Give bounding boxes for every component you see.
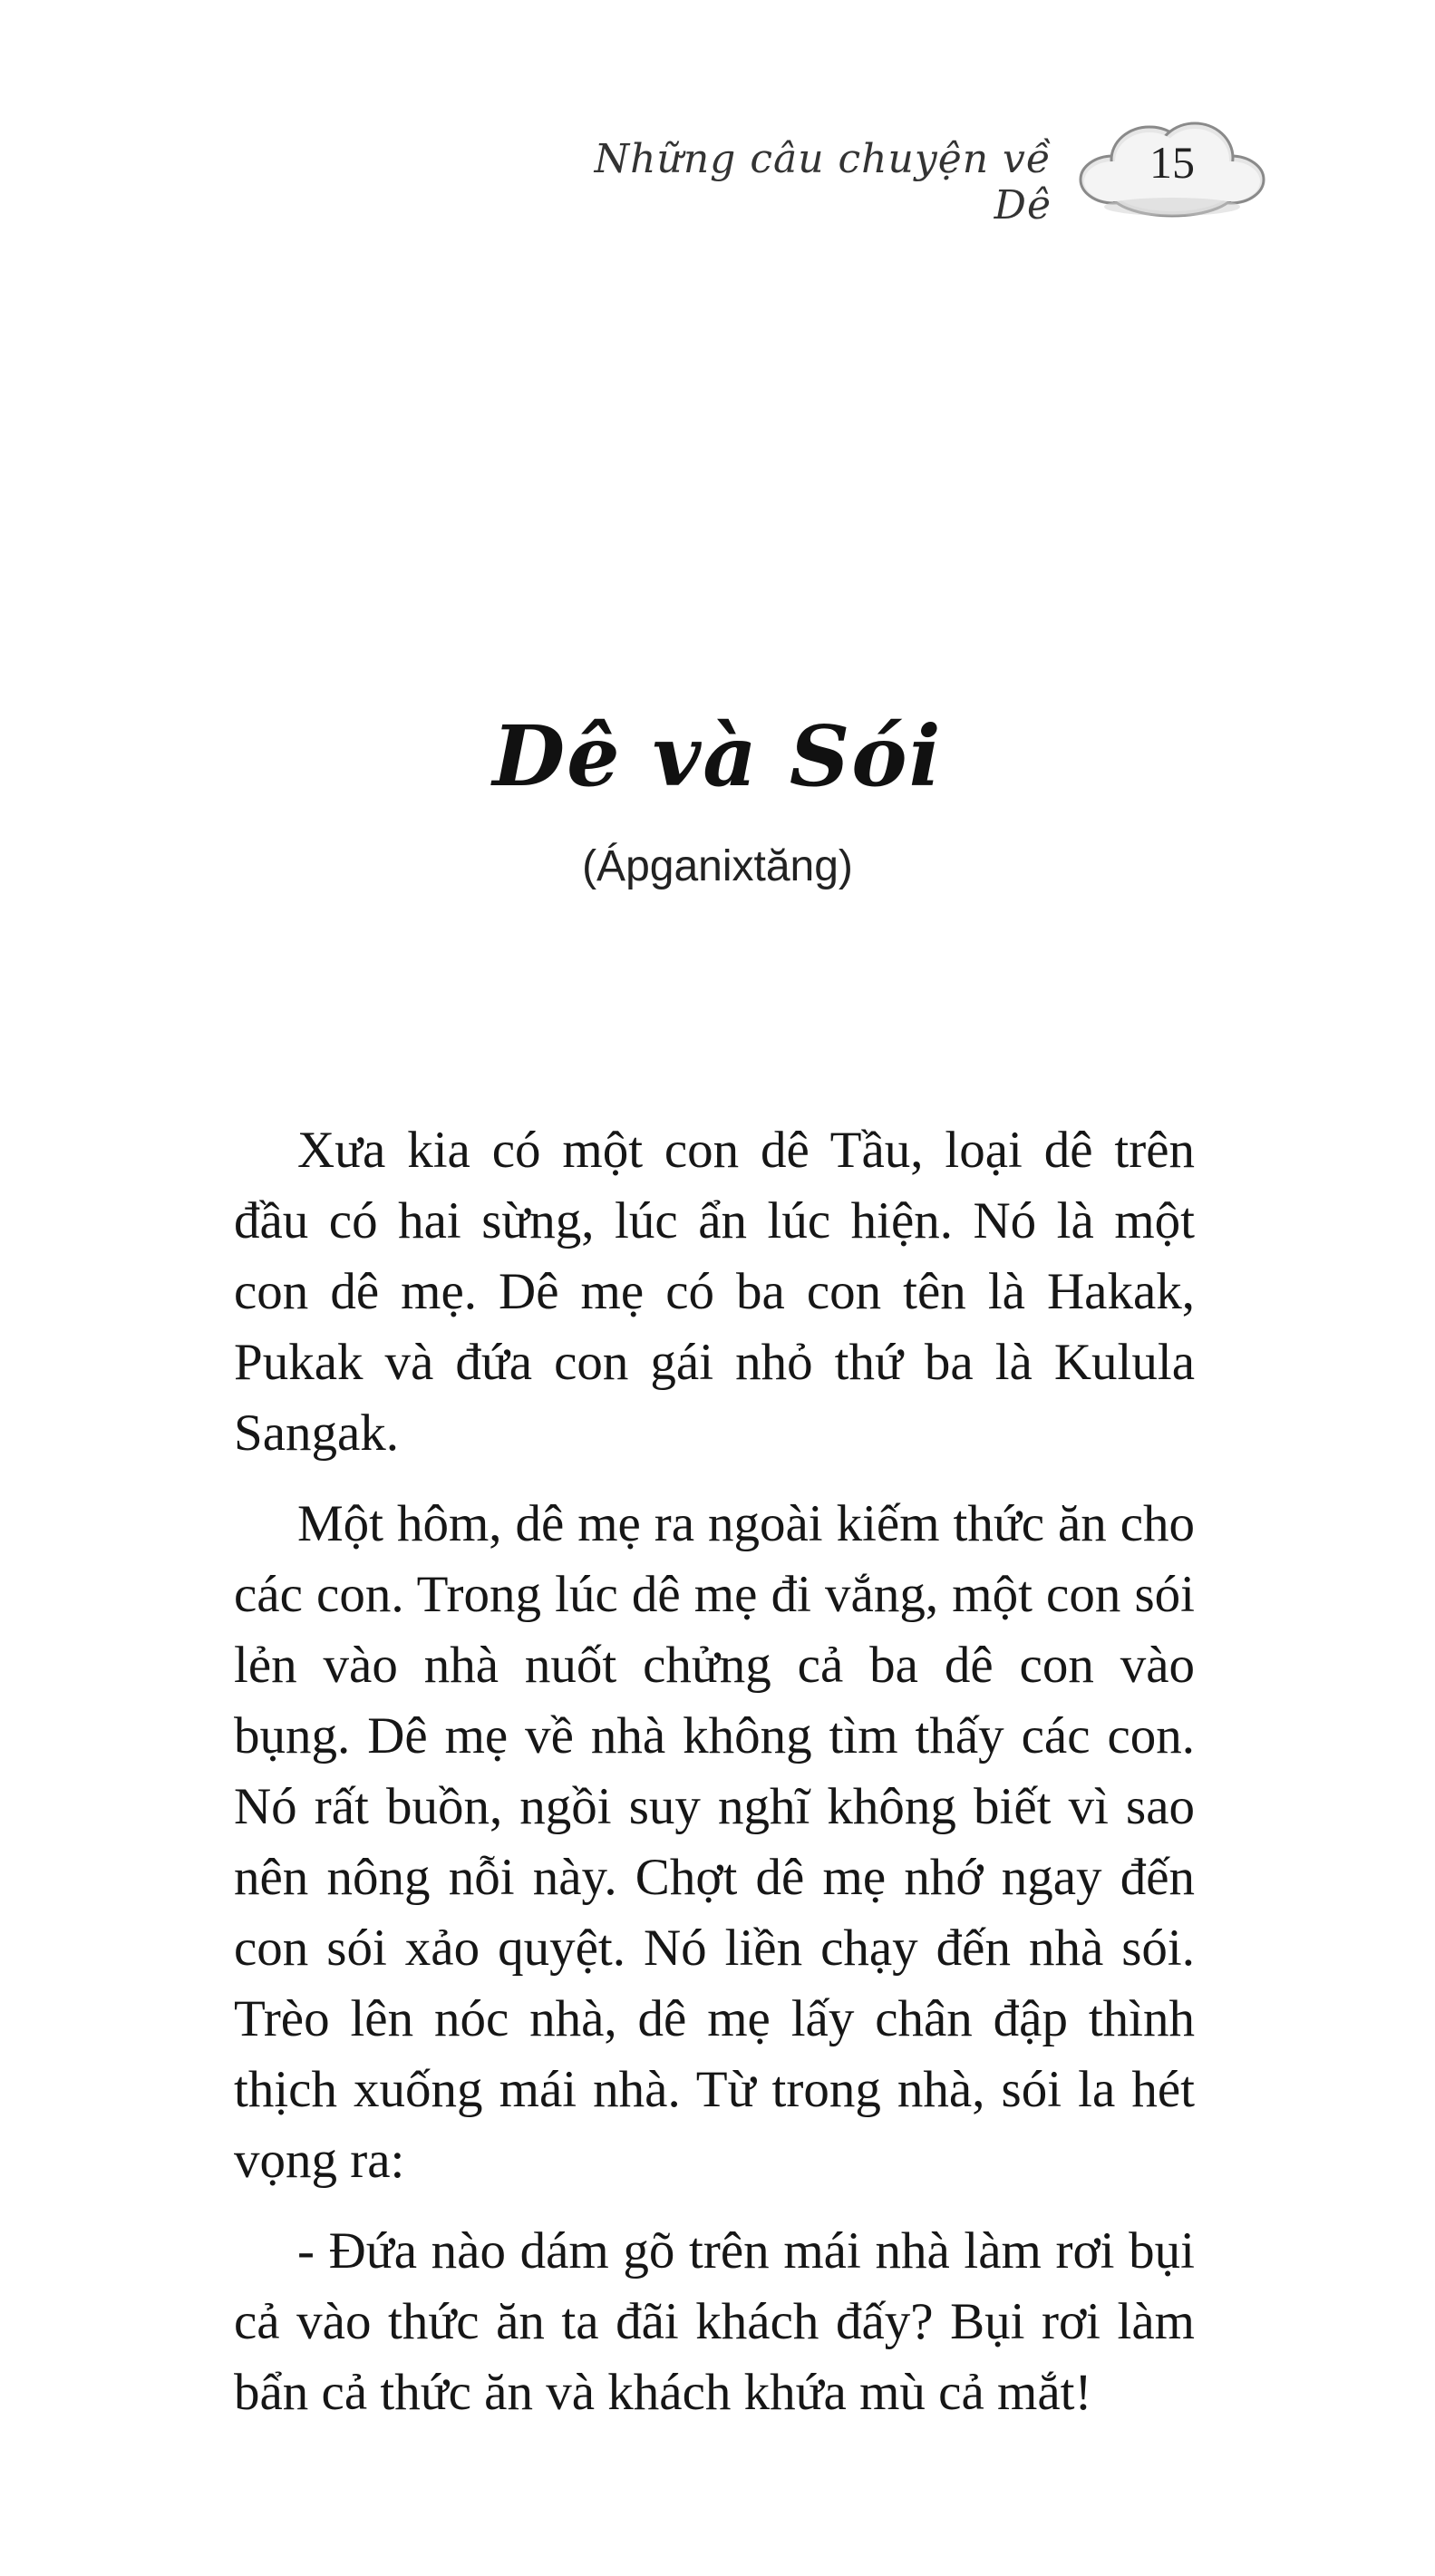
running-header-title: Những câu chuyện về Dê <box>594 136 1052 228</box>
story-author: (Ápganixtăng) <box>582 842 853 890</box>
paragraph: - Đứa nào dám gõ trên mái nhà làm rơi bụi cả vào thức ăn ta đãi khách đấy? Bụi rơi làm bẩn cả thức ăn và khách khứa mù cả mắt! <box>234 2222 1195 2421</box>
paragraph: Xưa kia có một con dê Tầu, loại dê trên đầu có hai sừng, lúc ẩn lúc hiện. Nó là một con dê mẹ. Dê mẹ có ba con tên là Hakak, Pukak và đứa con gái nhỏ thứ ba là Kulula Sangak. <box>234 1122 1195 1462</box>
paragraph: Một hôm, dê mẹ ra ngoài kiếm thức ăn cho các con. Trong lúc dê mẹ đi vắng, một con sói lẻn vào nhà nuốt chửng cả ba dê con vào bụng. Dê mẹ về nhà không tìm thấy các con. Nó rất buồn, ngồi suy nghĩ không biết vì sao nên nông nỗi này. Chợt dê mẹ nhớ ngay đến con sói xảo quyệt. Nó liền chạy đến nhà sói. Trèo lên nóc nhà, dê mẹ lấy chân đập thình thịch xuống mái nhà. Từ trong nhà, sói la hét vọng ra: <box>234 1495 1195 2189</box>
page-number-badge <box>1077 116 1267 225</box>
story-body <box>234 1115 1195 2448</box>
story-title: Dê và Sói <box>492 707 943 805</box>
page-number: 15 <box>1149 137 1195 188</box>
